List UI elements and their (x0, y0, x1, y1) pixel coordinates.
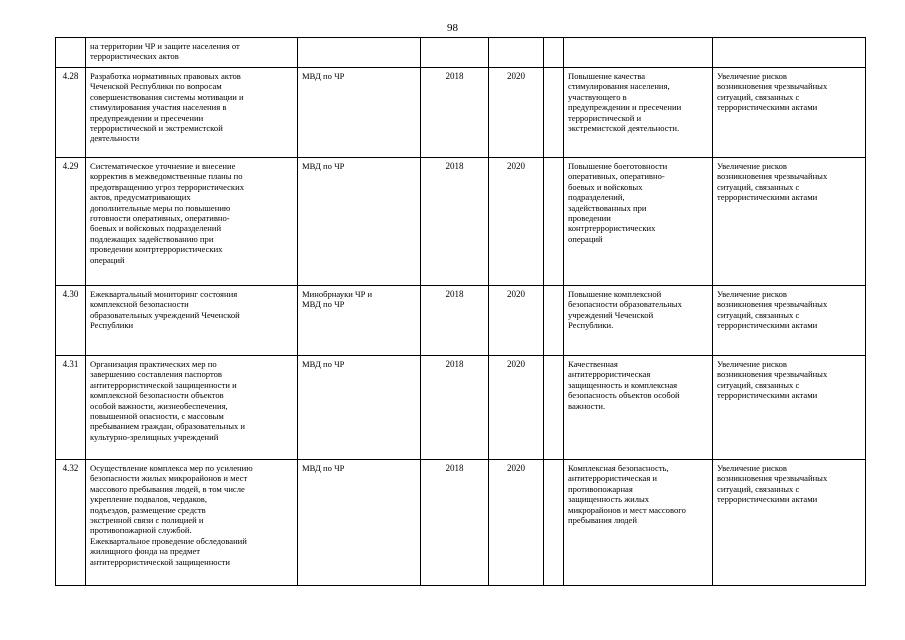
cell-num (56, 38, 86, 68)
cell-risk: Увеличение рисков возникновения чрезвычайных ситуаций, связанных с террористическими актами (713, 460, 866, 586)
cell-blank (544, 356, 564, 460)
table-row-continuation (56, 38, 866, 68)
cell-end (489, 38, 544, 68)
measures-table (55, 37, 866, 586)
cell-measure: Разработка нормативных правовых актов Чеченской Республики по вопросам совершенствования системы мотивации и стимулирования участия населения в предупреждении и пресечении террористической и экстремистской деятельности (86, 68, 298, 158)
cell-blank (544, 68, 564, 158)
cell-executor: Минобрнауки ЧР и МВД по ЧР (298, 286, 421, 356)
table-row (56, 68, 866, 158)
cell-end: 2020 (489, 158, 544, 286)
table-row (56, 460, 866, 586)
table-row (56, 286, 866, 356)
cell-end: 2020 (489, 68, 544, 158)
cell-measure: Систематическое уточнение и внесение корректив в межведомственные планы по предотвращению угроз террористических актов, предусматривающих дополнительные меры по повышению готовности оперативных, оперативно- боевых и войсковых подразделений подлежащих задействованию при проведении контртеррористических операций (86, 158, 298, 286)
cell-num: 4.31 (56, 356, 86, 460)
cell-start: 2018 (421, 158, 489, 286)
cell-executor: МВД по ЧР (298, 356, 421, 460)
cell-num: 4.30 (56, 286, 86, 356)
cell-blank (544, 460, 564, 586)
cell-measure: Осуществление комплекса мер по усилению безопасности жилых микрорайонов и мест массового пребывания людей, в том числе укрепление подвалов, чердаков, подъездов, размещение средств экстренной связи с полицией и противопожарной службой. Ежеквартальное проведение обследований жилищного фонда на предмет антитеррористической защищенности (86, 460, 298, 586)
table-row (56, 356, 866, 460)
cell-end: 2020 (489, 356, 544, 460)
cell-measure: Организация практических мер по завершению составления паспортов антитеррористической защищенности и комплексной безопасности объектов особой важности, жизнеобеспечения, повышенной опасности, с массовым пребыванием граждан, образовательных и культурно-зрелищных учреждений (86, 356, 298, 460)
cell-executor: МВД по ЧР (298, 68, 421, 158)
page-number: 98 (447, 22, 458, 34)
cell-end: 2020 (489, 286, 544, 356)
cell-risk (713, 38, 866, 68)
cell-end: 2020 (489, 460, 544, 586)
cell-start: 2018 (421, 460, 489, 586)
cell-blank (544, 158, 564, 286)
cell-result: Качественная антитеррористическая защищенность и комплексная безопасность объектов особой важности. (564, 356, 713, 460)
cell-executor (298, 38, 421, 68)
cell-blank (544, 38, 564, 68)
cell-measure: Ежеквартальный мониторинг состояния комплексной безопасности образовательных учреждений Чеченской Республики (86, 286, 298, 356)
cell-start: 2018 (421, 286, 489, 356)
cell-result: Комплексная безопасность, антитеррористическая и противопожарная защищенность жилых микрорайонов и мест массового пребывания людей (564, 460, 713, 586)
cell-risk: Увеличение рисков возникновения чрезвычайных ситуаций, связанных с террористическими актами (713, 158, 866, 286)
cell-result: Повышение боеготовности оперативных, оперативно- боевых и войсковых подразделений, задействованных при проведении контртеррористических операций (564, 158, 713, 286)
cell-num: 4.29 (56, 158, 86, 286)
cell-measure: на территории ЧР и защите населения от террористических актов (86, 38, 298, 68)
cell-start: 2018 (421, 68, 489, 158)
cell-risk: Увеличение рисков возникновения чрезвычайных ситуаций, связанных с террористическими актами (713, 68, 866, 158)
cell-executor: МВД по ЧР (298, 158, 421, 286)
cell-blank (544, 286, 564, 356)
table-row (56, 158, 866, 286)
cell-start (421, 38, 489, 68)
cell-executor: МВД по ЧР (298, 460, 421, 586)
cell-num: 4.32 (56, 460, 86, 586)
cell-risk: Увеличение рисков возникновения чрезвычайных ситуаций, связанных с террористическими актами (713, 286, 866, 356)
cell-num: 4.28 (56, 68, 86, 158)
cell-result: Повышение комплексной безопасности образовательных учреждений Чеченской Республики. (564, 286, 713, 356)
cell-risk: Увеличение рисков возникновения чрезвычайных ситуаций, связанных с террористическими актами (713, 356, 866, 460)
cell-result (564, 38, 713, 68)
cell-result: Повышение качества стимулирования населения, участвующего в предупреждении и пресечении террористической и экстремистской деятельности. (564, 68, 713, 158)
cell-start: 2018 (421, 356, 489, 460)
